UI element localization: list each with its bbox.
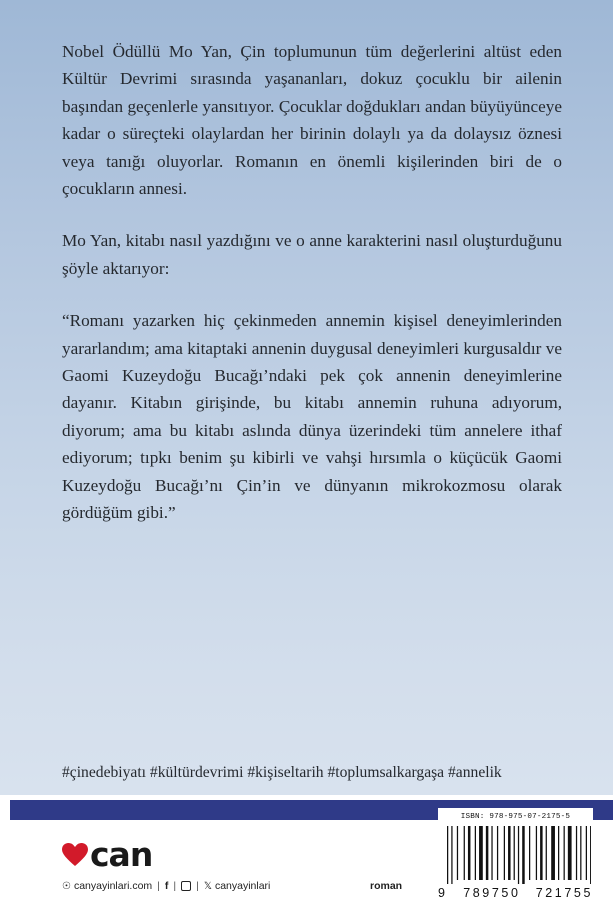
- barcode-digit-lead: 9: [438, 886, 445, 900]
- facebook-icon[interactable]: f: [164, 880, 169, 892]
- logo-wordmark: can: [90, 835, 153, 874]
- divider: |: [173, 880, 177, 892]
- barcode-bar: [504, 826, 505, 880]
- social-handle[interactable]: canyayinlari: [214, 880, 271, 892]
- barcode-bar: [586, 826, 587, 880]
- barcode-bar: [546, 826, 547, 880]
- barcode-bar: [491, 826, 492, 880]
- publisher-footer: [62, 880, 402, 892]
- barcode-bar: [464, 826, 465, 880]
- barcode-bar: [447, 826, 448, 884]
- barcode-bar: [551, 826, 555, 880]
- barcode-bar: [590, 826, 591, 884]
- barcode-bar: [580, 826, 581, 880]
- barcode-bar: [468, 826, 471, 880]
- divider: |: [157, 880, 160, 892]
- barcode-bar: [457, 826, 458, 880]
- barcode-bar: [479, 826, 483, 880]
- heart-icon: [62, 843, 88, 867]
- barcode-bar: [475, 826, 476, 880]
- genre-label: roman: [370, 880, 403, 892]
- divider: |: [196, 880, 199, 892]
- barcode-bar: [518, 826, 519, 884]
- barcode: [441, 826, 591, 884]
- barcode-bar: [508, 826, 511, 880]
- barcode-digits-left: 789750: [463, 886, 521, 900]
- barcode-digits-right: 721755: [535, 886, 593, 900]
- blurb-paragraph-quote: “Romanı yazarken hiç çekinmeden annemin kişisel deneyimlerinden yararlandım; ama kitaptaki annenin duygusal deneyimleri kurgusaldır ve Gaomi Kuzeydoğu Bucağı’ndaki pek çok annenin deneyimlerine dayanır. Kitabın girişinde, bu kitabı annemin ruhuna adıyorum, diyorum; ama bu kitabı aslında dünya üzerindeki tüm annelere ithaf ediyorum; tıpkı benim şu kibirli ve vahşi hırsımla o küçücük Gaomi Kuzeydoğu Bucağı’nı Çin’in ve dünyanın mikrokozmosu olarak gördüğüm gibi.”: [62, 311, 562, 523]
- isbn-label: ISBN: 978-975-07-2175-5: [460, 813, 571, 821]
- barcode-bar: [451, 826, 452, 884]
- barcode-bar: [522, 826, 525, 884]
- barcode-bar: [486, 826, 489, 880]
- barcode-digits: [438, 886, 593, 900]
- instagram-icon[interactable]: [181, 881, 191, 891]
- hashtags: #çinedebiyatı #kültürdevrimi #kişiseltarih #toplumsalkargaşa #annelik: [62, 764, 502, 781]
- barcode-bar: [576, 826, 577, 880]
- barcode-bar: [540, 826, 543, 880]
- barcode-bar: [536, 826, 537, 880]
- blurb-text: [62, 38, 562, 552]
- globe-icon: ☉: [62, 880, 71, 892]
- website-link[interactable]: canyayinlari.com: [73, 880, 153, 892]
- barcode-bar: [497, 826, 498, 880]
- barcode-bar: [558, 826, 559, 880]
- x-icon[interactable]: 𝕏: [203, 880, 212, 892]
- barcode-bar: [564, 826, 565, 880]
- barcode-bar: [514, 826, 515, 880]
- barcode-bar: [529, 826, 530, 880]
- blurb-paragraph-intro: Nobel Ödüllü Mo Yan, Çin toplumunun tüm değerlerini altüst eden Kültür Devrimi sırasında yaşananları, dokuz çocuklu bir ailenin başından geçenlerle yansıtıyor. Çocuklar doğdukları andan büyüyünceye kadar o süreçteki olaylardan her birinin dolaylı ya da dolaysız öznesi veya tanığı oluyorlar. Romanın en önemli kişilerinden biri de o çocukların annesi.: [62, 42, 562, 199]
- barcode-bar: [568, 826, 572, 880]
- blurb-paragraph-lead: Mo Yan, kitabı nasıl yazdığını ve o anne karakterini nasıl oluşturduğunu şöyle aktarıyor:: [62, 231, 562, 278]
- publisher-logo: [62, 835, 153, 874]
